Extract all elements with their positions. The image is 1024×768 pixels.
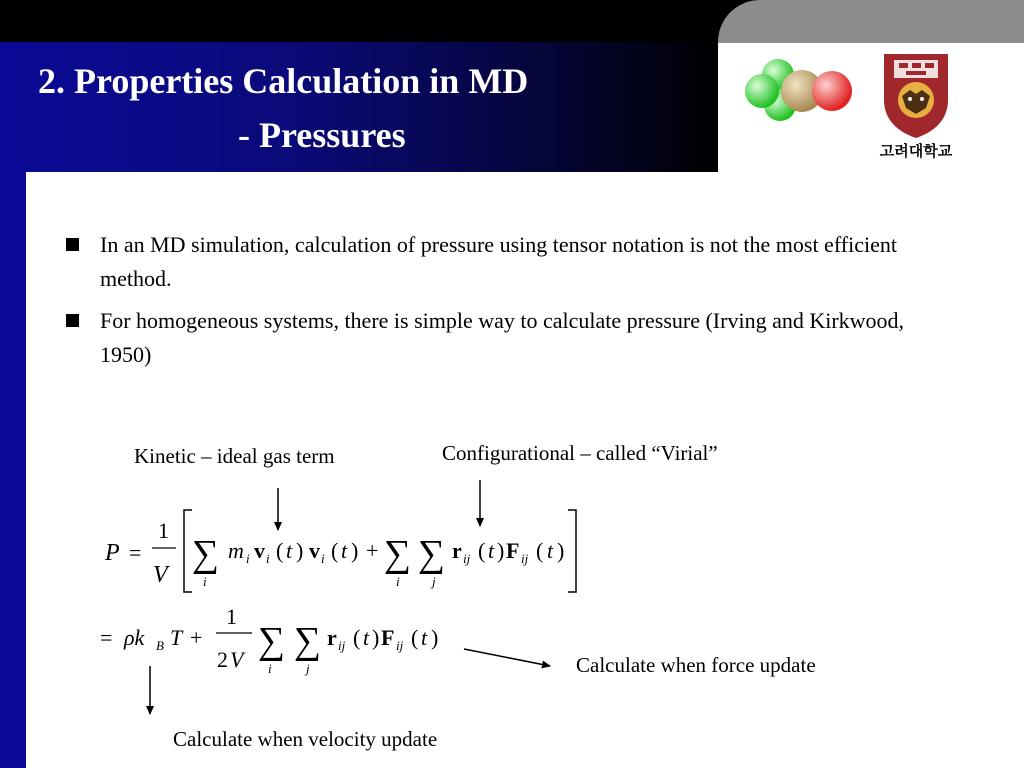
svg-text:=: = — [100, 625, 113, 650]
svg-text:1: 1 — [158, 518, 169, 543]
svg-text:+: + — [366, 538, 379, 563]
svg-text:j: j — [306, 661, 310, 676]
slide-title-line1: 2. Properties Calculation in MD — [38, 61, 529, 101]
svg-text:t: t — [421, 625, 428, 650]
svg-text:j: j — [432, 574, 436, 589]
svg-text:∑: ∑ — [384, 533, 412, 575]
bullet-text: In an MD simulation, calculation of pressure using tensor notation is not the most efficient method. — [100, 232, 897, 291]
svg-text:(: ( — [536, 538, 544, 563]
svg-text:ij: ij — [463, 551, 471, 566]
svg-text:t: t — [341, 538, 348, 563]
bullet-text: For homogeneous systems, there is simple way to calculate pressure (Irving and Kirkwood, 1950) — [100, 308, 905, 367]
svg-text:(: ( — [411, 625, 419, 650]
svg-text:): ) — [296, 538, 304, 563]
svg-text:(: ( — [353, 625, 361, 650]
svg-text:=: = — [129, 540, 142, 565]
force-arrow — [464, 649, 550, 666]
svg-text:): ) — [351, 538, 359, 563]
svg-text:∑: ∑ — [192, 533, 220, 575]
pressure-equation-2 — [100, 604, 438, 676]
slide-title-line2: - Pressures — [238, 115, 406, 155]
force-update-label: Calculate when force update — [576, 653, 816, 677]
svg-text:): ) — [557, 538, 565, 563]
svg-text:t: t — [547, 538, 554, 563]
svg-text:B: B — [156, 638, 164, 653]
svg-text:r: r — [327, 625, 337, 650]
kinetic-label: Kinetic – ideal gas term — [134, 444, 335, 468]
svg-text:t: t — [363, 625, 370, 650]
svg-text:∑: ∑ — [258, 620, 286, 662]
svg-text:ij: ij — [396, 638, 404, 653]
svg-text:∑: ∑ — [294, 620, 322, 662]
svg-text:V: V — [230, 647, 244, 672]
svg-text:i: i — [203, 574, 207, 589]
svg-text:ij: ij — [521, 551, 529, 566]
configurational-label: Configurational – called “Virial” — [442, 441, 718, 465]
svg-text:i: i — [266, 551, 270, 566]
svg-text:+: + — [190, 625, 203, 650]
svg-text:i: i — [321, 551, 325, 566]
svg-text:): ) — [497, 538, 505, 563]
svg-text:i: i — [268, 661, 272, 676]
svg-text:t: t — [286, 538, 293, 563]
svg-text:m: m — [228, 538, 244, 563]
svg-text:(: ( — [478, 538, 486, 563]
svg-text:ρk: ρk — [124, 625, 145, 650]
university-logo-text: 고려대학교 — [879, 142, 953, 160]
svg-text:): ) — [372, 625, 380, 650]
svg-text:F: F — [506, 538, 520, 563]
svg-text:): ) — [431, 625, 439, 650]
pressure-equation-1 — [104, 510, 576, 592]
svg-text:v: v — [309, 538, 320, 563]
svg-text:2: 2 — [217, 647, 228, 672]
svg-text:(: ( — [276, 538, 284, 563]
svg-text:T: T — [170, 625, 183, 650]
svg-text:i: i — [396, 574, 400, 589]
svg-text:V: V — [153, 562, 168, 588]
svg-text:i: i — [246, 551, 250, 566]
svg-text:∑: ∑ — [418, 533, 446, 575]
svg-text:ij: ij — [338, 638, 346, 653]
svg-text:P: P — [105, 540, 120, 566]
svg-text:F: F — [381, 625, 395, 650]
svg-text:(: ( — [331, 538, 339, 563]
svg-text:r: r — [452, 538, 462, 563]
svg-text:t: t — [488, 538, 495, 563]
svg-text:1: 1 — [226, 604, 237, 629]
svg-text:v: v — [254, 538, 265, 563]
velocity-update-label: Calculate when velocity update — [173, 727, 438, 751]
